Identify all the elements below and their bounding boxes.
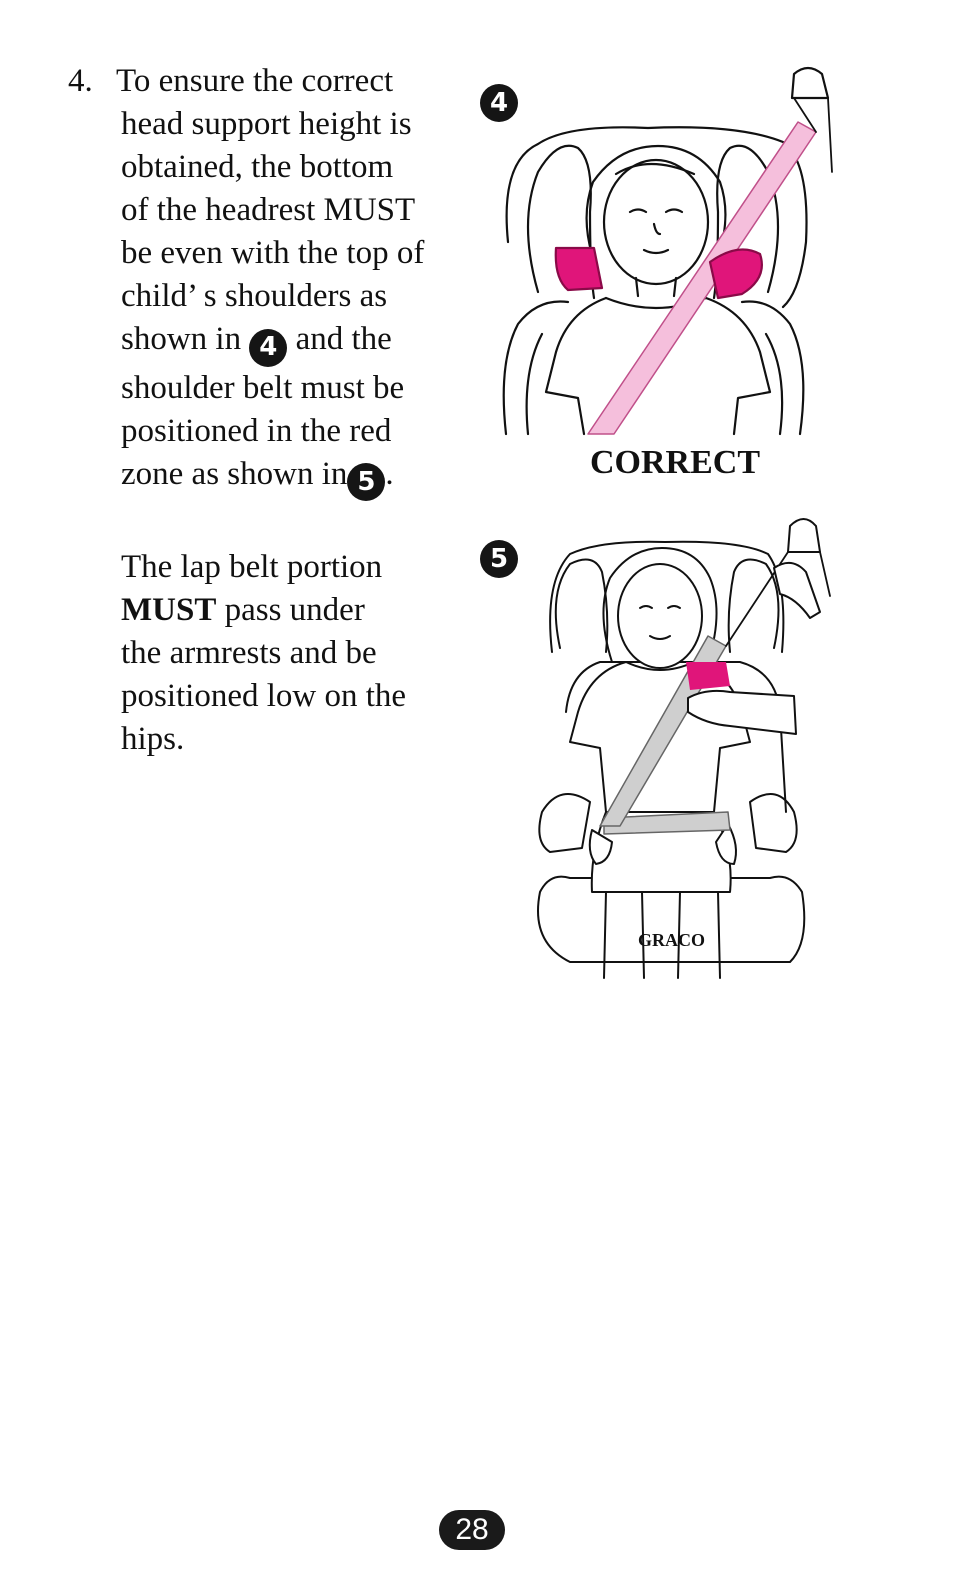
note-line: positioned low on the — [121, 678, 407, 714]
red-zone-marker — [686, 662, 730, 690]
headrest-wing-left — [556, 560, 608, 653]
step-line: child’ s shoulders as — [121, 278, 388, 314]
step-text: zone as shown in — [121, 455, 348, 492]
step-line: To ensure the correct — [116, 63, 394, 99]
step-text: shown in — [121, 321, 242, 357]
figure-5-reference-badge: 5 — [347, 463, 385, 501]
belt-anchor — [792, 68, 828, 98]
note-emphasis: MUST — [121, 592, 217, 628]
lap-belt-note — [121, 546, 481, 761]
step-line: obtained, the bottom — [121, 149, 394, 185]
child-face — [604, 160, 708, 284]
step-line: of the headrest MUST — [121, 192, 416, 228]
step-line: be even with the top of — [121, 235, 425, 271]
figure-4-reference-badge: 4 — [249, 329, 287, 367]
step-text: and the — [295, 321, 392, 357]
step-line: positioned in the red — [121, 412, 392, 449]
seat-inner-left — [527, 334, 542, 434]
note-text: pass under — [216, 592, 365, 628]
belt-guide-right — [710, 250, 762, 299]
step-number: 4. — [68, 63, 93, 99]
figure-4-badge: 4 — [480, 84, 518, 122]
armrest-left — [539, 794, 590, 852]
figure-4-caption: CORRECT — [589, 444, 761, 481]
note-line: The lap belt portion — [121, 549, 383, 585]
figure-5-child-booster-seat-illustration — [530, 512, 840, 982]
figure-4-child-booster-seat-illustration — [498, 62, 838, 438]
step-4-instructions — [68, 60, 468, 501]
note-line: hips. — [121, 721, 185, 757]
figure-5-badge: 5 — [480, 540, 518, 578]
seat-back-left — [504, 301, 568, 434]
page-number: 28 — [439, 1510, 505, 1550]
armrest-right — [750, 794, 797, 852]
step-text: . — [385, 455, 394, 492]
step-line — [68, 453, 468, 502]
belt-guide-left — [556, 248, 602, 290]
note-line — [121, 589, 481, 632]
adult-hand-upper — [774, 563, 820, 618]
step-line: shoulder belt must be — [121, 369, 405, 406]
seat-back-right — [742, 301, 803, 434]
adult-hand-top — [788, 519, 820, 552]
step-line: head support height is — [121, 106, 412, 142]
step-line — [68, 318, 468, 367]
note-line: the armrests and be — [121, 635, 377, 671]
graco-brand-label: GRACO — [638, 930, 705, 950]
child-face — [618, 564, 702, 668]
